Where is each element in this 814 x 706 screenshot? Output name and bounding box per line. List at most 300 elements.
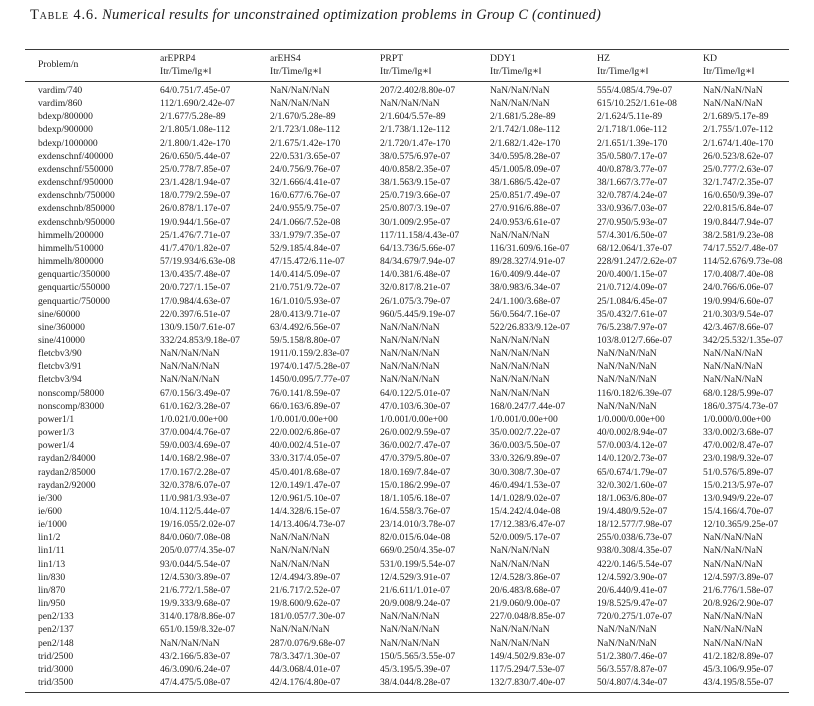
table-row xyxy=(25,110,789,123)
table-row xyxy=(25,229,789,242)
result-cell: NaN/NaN/NaN xyxy=(703,558,763,570)
problem-cell: himmelh/200000 xyxy=(38,229,104,241)
problem-cell: sine/360000 xyxy=(38,321,85,333)
result-cell: NaN/NaN/NaN xyxy=(490,98,550,110)
result-cell: 116/31.609/6.16e-07 xyxy=(490,242,570,254)
result-cell: 21/6.611/1.01e-07 xyxy=(380,584,450,596)
result-cell: 1/0.021/0.00e+00 xyxy=(160,413,228,425)
result-cell: NaN/NaN/NaN xyxy=(597,348,657,360)
result-cell: NaN/NaN/NaN xyxy=(380,98,440,110)
result-cell: 2/1.651/1.39e-170 xyxy=(597,137,668,149)
result-cell: 117/11.158/4.43e-07 xyxy=(380,229,460,241)
result-cell: 18/12.577/7.98e-07 xyxy=(597,519,673,531)
result-cell: 422/0.146/5.54e-07 xyxy=(597,558,673,570)
result-cell: NaN/NaN/NaN xyxy=(270,558,330,570)
result-cell: 21/6.776/1.58e-07 xyxy=(703,584,774,596)
result-cell: 38/4.044/8.28e-07 xyxy=(380,676,490,693)
result-cell: 12/4.530/3.89e-07 xyxy=(160,571,231,583)
result-cell: NaN/NaN/NaN xyxy=(380,374,440,386)
result-cell: 45/3.106/9.95e-07 xyxy=(703,663,774,675)
problem-cell: bdexp/900000 xyxy=(38,124,93,136)
problem-cell: lin/830 xyxy=(38,571,66,583)
metric-label: Itr/Time/‖g∗‖ xyxy=(270,65,322,77)
result-cell: 20/8.926/2.90e-07 xyxy=(703,598,774,610)
result-cell: 32/0.302/1.60e-07 xyxy=(597,479,668,491)
result-cell: 2/1.738/1.12e-112 xyxy=(380,124,450,136)
table-caption-text: Numerical results for unconstrained optimization problems in Group C (continued) xyxy=(102,7,602,23)
result-cell: 33/0.936/7.03e-07 xyxy=(597,203,668,215)
result-cell: 24/0.766/6.06e-07 xyxy=(703,282,774,294)
result-cell: NaN/NaN/NaN xyxy=(380,348,440,360)
table-row xyxy=(25,650,789,663)
result-cell: 25/1.084/6.45e-07 xyxy=(597,295,668,307)
result-cell: 14/0.414/5.09e-07 xyxy=(270,269,341,281)
table-row xyxy=(25,558,789,571)
result-cell: 21/6.772/1.58e-07 xyxy=(160,584,231,596)
result-cell: 25/1.476/7.71e-07 xyxy=(160,229,231,241)
result-cell: 45/3.195/5.39e-07 xyxy=(380,663,451,675)
result-cell: 21/0.751/9.72e-07 xyxy=(270,282,341,294)
result-cell: 1974/0.147/5.28e-07 xyxy=(270,361,350,373)
result-cell: 22/0.397/6.51e-07 xyxy=(160,308,231,320)
table-row xyxy=(25,281,789,294)
result-cell: NaN/NaN/NaN xyxy=(703,85,763,96)
method-column-header xyxy=(270,50,380,82)
result-cell: 18/1.063/6.80e-07 xyxy=(597,492,668,504)
result-cell: 65/0.674/1.79e-07 xyxy=(597,466,668,478)
problem-cell: bdexp/800000 xyxy=(38,111,93,123)
method-column-header xyxy=(703,50,789,82)
method-column-header xyxy=(597,50,703,82)
table-caption xyxy=(30,7,790,24)
results-table xyxy=(25,49,789,693)
result-cell: 38/1.563/9.15e-07 xyxy=(380,177,451,189)
result-cell: 117/5.294/7.53e-07 xyxy=(490,663,565,675)
result-cell: 938/0.308/4.35e-07 xyxy=(597,545,673,557)
problem-cell: himmelh/510000 xyxy=(38,242,104,254)
result-cell: 33/0.326/9.89e-07 xyxy=(490,453,561,465)
result-cell: 149/4.502/9.83e-07 xyxy=(490,650,566,662)
result-cell: 40/0.878/3.77e-07 xyxy=(597,163,668,175)
table-row xyxy=(25,413,789,426)
result-cell: 57/4.301/6.50e-07 xyxy=(597,229,668,241)
result-cell: 22/0.002/6.86e-07 xyxy=(270,427,341,439)
problem-cell: exdenschnb/850000 xyxy=(38,203,115,215)
result-cell: 1/0.000/0.00e+00 xyxy=(597,413,665,425)
table-row xyxy=(25,255,789,268)
result-cell: 40/0.002/8.94e-07 xyxy=(597,427,668,439)
result-cell: 227/0.048/8.85e-07 xyxy=(490,611,566,623)
result-cell: NaN/NaN/NaN xyxy=(490,545,550,557)
metric-label: Itr/Time/‖g∗‖ xyxy=(160,65,212,77)
method-name: DDY1 xyxy=(490,53,516,64)
result-cell: 42/3.467/8.66e-07 xyxy=(703,321,774,333)
result-cell: 25/0.851/7.49e-07 xyxy=(490,190,561,202)
result-cell: NaN/NaN/NaN xyxy=(380,624,440,636)
method-name: KD xyxy=(703,53,717,64)
result-cell: 23/14.010/3.78e-07 xyxy=(380,519,456,531)
problem-cell: genquartic/350000 xyxy=(38,269,110,281)
table-row xyxy=(25,400,789,413)
table-row xyxy=(25,295,789,308)
result-cell: 23/0.198/9.32e-07 xyxy=(703,453,774,465)
result-cell: 17/12.383/6.47e-07 xyxy=(490,519,566,531)
result-cell: 22/0.531/3.65e-07 xyxy=(270,150,341,162)
metric-label: Itr/Time/‖g∗‖ xyxy=(597,65,649,77)
result-cell: 30/0.308/7.30e-07 xyxy=(490,466,561,478)
result-cell: 32/0.787/4.24e-07 xyxy=(597,190,668,202)
result-cell: 2/1.805/1.08e-112 xyxy=(160,124,230,136)
result-cell: 12/0.961/5.10e-07 xyxy=(270,492,341,504)
table-row xyxy=(25,531,789,544)
result-cell: 720/0.275/1.07e-07 xyxy=(597,611,673,623)
result-cell: NaN/NaN/NaN xyxy=(490,334,550,346)
problem-cell: genquartic/550000 xyxy=(38,282,110,294)
result-cell: NaN/NaN/NaN xyxy=(703,348,763,360)
method-name: arEHS4 xyxy=(270,53,301,64)
result-cell: 2/1.689/5.17e-89 xyxy=(703,111,769,123)
result-cell: 56/0.564/7.16e-07 xyxy=(490,308,561,320)
result-cell: NaN/NaN/NaN xyxy=(703,532,763,544)
table-row xyxy=(25,189,789,202)
result-cell: 40/0.002/4.51e-07 xyxy=(270,440,341,452)
header-row xyxy=(25,50,789,82)
result-cell: 651/0.159/8.32e-07 xyxy=(160,624,236,636)
problem-cell: power1/1 xyxy=(38,413,75,425)
result-cell: 17/0.167/2.28e-07 xyxy=(160,466,231,478)
result-cell: NaN/NaN/NaN xyxy=(380,637,440,649)
result-cell: 20/0.400/1.15e-07 xyxy=(597,269,668,281)
result-cell: 19/16.055/2.02e-07 xyxy=(160,519,236,531)
table-row xyxy=(25,426,789,439)
result-cell: 56/3.557/8.87e-07 xyxy=(597,663,668,675)
result-cell: NaN/NaN/NaN xyxy=(160,361,220,373)
table-row xyxy=(25,387,789,400)
result-cell: NaN/NaN/NaN xyxy=(597,400,657,412)
result-cell: 15/4.242/4.04e-08 xyxy=(490,506,561,517)
result-cell: NaN/NaN/NaN xyxy=(490,637,550,649)
result-cell: 522/26.833/9.12e-07 xyxy=(490,321,570,333)
problem-cell: power1/3 xyxy=(38,427,75,439)
result-cell: 57/0.003/4.12e-07 xyxy=(597,440,668,452)
result-cell: 16/4.558/3.76e-07 xyxy=(380,506,451,517)
result-cell: NaN/NaN/NaN xyxy=(490,558,550,570)
result-cell: 15/0.213/5.97e-07 xyxy=(703,479,774,491)
result-cell: 314/0.178/8.86e-07 xyxy=(160,611,236,623)
result-cell: 66/0.163/6.89e-07 xyxy=(270,400,341,412)
result-cell: 15/0.186/2.99e-07 xyxy=(380,479,451,491)
result-cell: 78/3.347/1.30e-07 xyxy=(270,650,341,662)
problem-cell: trid/3000 xyxy=(38,663,74,675)
result-cell: 76/5.238/7.97e-07 xyxy=(597,321,668,333)
problem-cell: lin/950 xyxy=(38,598,66,610)
problem-cell: nonscomp/83000 xyxy=(38,400,105,412)
problem-cell: fletcbv3/91 xyxy=(38,361,82,373)
table-row xyxy=(25,150,789,163)
result-cell: 16/0.677/6.76e-07 xyxy=(270,190,341,202)
result-cell: 43/4.195/8.55e-07 xyxy=(703,676,789,693)
problem-cell: vardim/740 xyxy=(38,85,83,96)
table-row xyxy=(25,163,789,176)
result-cell: 112/1.690/2.42e-07 xyxy=(160,98,235,110)
table-row xyxy=(25,544,789,557)
table-row xyxy=(25,216,789,229)
result-cell: 150/5.565/3.55e-07 xyxy=(380,650,456,662)
problem-cell: pen2/148 xyxy=(38,637,74,649)
result-cell: 42/4.176/4.80e-07 xyxy=(270,676,380,693)
result-cell: 12/10.365/9.25e-07 xyxy=(703,519,779,531)
result-cell: 47/0.379/5.80e-07 xyxy=(380,453,451,465)
result-cell: 51/0.576/5.89e-07 xyxy=(703,466,774,478)
result-cell: 1/0.001/0.00e+00 xyxy=(490,413,558,425)
result-cell: 59/0.003/4.69e-07 xyxy=(160,440,231,452)
table-row xyxy=(25,637,789,650)
problem-cell: lin/870 xyxy=(38,584,66,596)
result-cell: 21/6.717/2.52e-07 xyxy=(270,584,341,596)
result-cell: 32/0.817/8.21e-07 xyxy=(380,282,451,294)
problem-cell: himmelh/800000 xyxy=(38,256,104,268)
result-cell: 2/1.723/1.08e-112 xyxy=(270,124,340,136)
result-cell: 103/8.012/7.66e-07 xyxy=(597,334,673,346)
result-cell: 35/0.432/7.61e-07 xyxy=(597,308,668,320)
result-cell: NaN/NaN/NaN xyxy=(270,85,330,96)
result-cell: 46/0.494/1.53e-07 xyxy=(490,479,561,491)
result-cell: 84/0.060/7.08e-08 xyxy=(160,532,231,544)
result-cell: 21/0.712/4.09e-07 xyxy=(597,282,668,294)
result-cell: 19/0.944/1.56e-07 xyxy=(160,216,231,228)
result-cell: 12/4.592/3.90e-07 xyxy=(597,571,668,583)
table-row xyxy=(25,202,789,215)
problem-cell: exdenschnb/950000 xyxy=(38,216,115,228)
table-row xyxy=(25,321,789,334)
result-cell: NaN/NaN/NaN xyxy=(380,321,440,333)
problem-cell: raydan2/85000 xyxy=(38,466,96,478)
result-cell: 669/0.250/4.35e-07 xyxy=(380,545,456,557)
result-cell: NaN/NaN/NaN xyxy=(597,624,657,636)
result-cell: 82/0.015/6.04e-08 xyxy=(380,532,451,544)
result-cell: 19/0.994/6.60e-07 xyxy=(703,295,774,307)
result-cell: 14/0.168/2.98e-07 xyxy=(160,453,231,465)
result-cell: 38/1.686/5.42e-07 xyxy=(490,177,561,189)
method-name: PRPT xyxy=(380,53,404,64)
result-cell: 47/4.475/5.08e-07 xyxy=(160,676,270,693)
result-cell: 2/1.681/5.28e-89 xyxy=(490,111,556,123)
result-cell: 64/13.736/5.66e-07 xyxy=(380,242,456,254)
result-cell: 10/4.112/5.44e-07 xyxy=(160,506,230,517)
result-cell: 43/2.166/5.83e-07 xyxy=(160,650,231,662)
result-cell: 20/6.440/9.41e-07 xyxy=(597,584,668,596)
result-cell: 555/4.085/4.79e-07 xyxy=(597,85,673,96)
table-row xyxy=(25,334,789,347)
result-cell: 38/0.983/6.34e-07 xyxy=(490,282,561,294)
result-cell: NaN/NaN/NaN xyxy=(490,374,550,386)
result-cell: 18/0.169/7.84e-07 xyxy=(380,466,451,478)
result-cell: NaN/NaN/NaN xyxy=(380,611,440,623)
result-cell: NaN/NaN/NaN xyxy=(597,374,657,386)
result-cell: 25/0.778/7.85e-07 xyxy=(160,163,231,175)
result-cell: NaN/NaN/NaN xyxy=(703,611,763,623)
table-row xyxy=(25,571,789,584)
result-cell: 24/1.100/3.68e-07 xyxy=(490,295,561,307)
result-cell: 36/0.002/7.47e-07 xyxy=(380,440,451,452)
result-cell: NaN/NaN/NaN xyxy=(490,348,550,360)
result-cell: 19/8.525/9.47e-07 xyxy=(597,598,668,610)
result-cell: 14/1.028/9.02e-07 xyxy=(490,492,561,504)
method-column-header xyxy=(160,50,270,82)
result-cell: 2/1.800/1.42e-170 xyxy=(160,137,231,149)
result-cell: 228/91.247/2.62e-07 xyxy=(597,256,677,268)
result-cell: 67/0.156/3.49e-07 xyxy=(160,387,231,399)
table-row xyxy=(25,518,789,531)
table-row xyxy=(25,82,789,98)
result-cell: 116/0.182/6.39e-07 xyxy=(597,387,672,399)
result-cell: 20/6.483/8.68e-07 xyxy=(490,584,561,596)
result-cell: 186/0.375/4.73e-07 xyxy=(703,400,779,412)
result-cell: 25/0.807/3.19e-07 xyxy=(380,203,451,215)
table-row xyxy=(25,466,789,479)
result-cell: 33/1.979/7.35e-07 xyxy=(270,229,341,241)
result-cell: 76/0.141/8.59e-07 xyxy=(270,387,341,399)
result-cell: NaN/NaN/NaN xyxy=(270,532,330,544)
problem-cell: pen2/133 xyxy=(38,611,74,623)
table-row xyxy=(25,597,789,610)
result-cell: 17/0.408/7.40e-08 xyxy=(703,269,774,281)
result-cell: 93/0.044/5.54e-07 xyxy=(160,558,231,570)
table-row xyxy=(25,663,789,676)
metric-label: Itr/Time/‖g∗‖ xyxy=(490,65,542,77)
result-cell: 59/5.158/8.80e-07 xyxy=(270,334,341,346)
table-row xyxy=(25,584,789,597)
problem-cell: lin1/13 xyxy=(38,558,66,570)
problem-cell: genquartic/750000 xyxy=(38,295,110,307)
table-row xyxy=(25,452,789,465)
result-cell: NaN/NaN/NaN xyxy=(703,637,763,649)
problem-cell: fletcbv3/94 xyxy=(38,374,82,386)
result-cell: 57/19.934/6.63e-08 xyxy=(160,256,236,268)
result-cell: 61/0.162/3.28e-07 xyxy=(160,400,231,412)
table-row xyxy=(25,373,789,386)
result-cell: 18/1.105/6.18e-07 xyxy=(380,492,451,504)
result-cell: 2/1.742/1.08e-112 xyxy=(490,124,560,136)
result-cell: 287/0.076/9.68e-07 xyxy=(270,637,346,649)
result-cell: 51/2.380/7.46e-07 xyxy=(597,650,668,662)
result-cell: 32/0.378/6.07e-07 xyxy=(160,479,231,491)
result-cell: 2/1.677/5.28e-89 xyxy=(160,111,226,123)
table-row xyxy=(25,268,789,281)
result-cell: 19/8.600/9.62e-07 xyxy=(270,598,341,610)
result-cell: 13/0.435/7.48e-07 xyxy=(160,269,231,281)
table-body xyxy=(25,82,789,693)
result-cell: 35/0.002/7.22e-07 xyxy=(490,427,561,439)
result-cell: 14/4.328/6.15e-07 xyxy=(270,506,341,517)
result-cell: NaN/NaN/NaN xyxy=(703,361,763,373)
result-cell: NaN/NaN/NaN xyxy=(270,624,330,636)
method-column-header xyxy=(380,50,490,82)
result-cell: 35/0.580/7.17e-07 xyxy=(597,150,668,162)
problem-cell: nonscomp/58000 xyxy=(38,387,105,399)
result-cell: 332/24.853/9.18e-07 xyxy=(160,334,240,346)
result-cell: 84/34.679/7.94e-07 xyxy=(380,256,456,268)
result-cell: 16/1.010/5.93e-07 xyxy=(270,295,341,307)
result-cell: 38/0.575/6.97e-07 xyxy=(380,150,451,162)
result-cell: 25/0.777/2.63e-07 xyxy=(703,163,774,175)
result-cell: 63/4.492/6.56e-07 xyxy=(270,321,341,333)
result-cell: 38/2.581/9.23e-08 xyxy=(703,229,774,241)
result-cell: 20/9.008/9.24e-07 xyxy=(380,598,451,610)
problem-cell: trid/2500 xyxy=(38,650,74,662)
table-row xyxy=(25,439,789,452)
result-cell: 255/0.038/6.73e-07 xyxy=(597,532,673,544)
problem-column-header: Problem/n xyxy=(25,50,160,82)
method-name: HZ xyxy=(597,53,610,64)
result-cell: 33/0.317/4.05e-07 xyxy=(270,453,341,465)
result-cell: 205/0.077/4.35e-07 xyxy=(160,545,236,557)
result-cell: 2/1.624/5.11e-89 xyxy=(597,111,663,123)
problem-cell: lin1/11 xyxy=(38,545,65,557)
result-cell: NaN/NaN/NaN xyxy=(703,374,763,386)
table-row xyxy=(25,242,789,255)
result-cell: 342/25.532/1.35e-07 xyxy=(703,334,783,346)
result-cell: 27/0.950/5.93e-07 xyxy=(597,216,668,228)
result-cell: 32/1.747/2.35e-07 xyxy=(703,177,774,189)
result-cell: 24/0.756/9.76e-07 xyxy=(270,163,341,175)
problem-cell: ie/300 xyxy=(38,492,62,504)
result-cell: 14/13.406/4.73e-07 xyxy=(270,519,346,531)
result-cell: NaN/NaN/NaN xyxy=(703,624,763,636)
result-cell: NaN/NaN/NaN xyxy=(703,98,763,110)
result-cell: 89/28.327/4.91e-07 xyxy=(490,256,566,268)
problem-cell: exdenschnb/750000 xyxy=(38,190,115,202)
result-cell: 2/1.675/1.42e-170 xyxy=(270,137,341,149)
problem-cell: exdenschnf/550000 xyxy=(38,163,114,175)
result-cell: NaN/NaN/NaN xyxy=(490,361,550,373)
result-cell: NaN/NaN/NaN xyxy=(160,348,220,360)
result-cell: 33/0.002/3.68e-07 xyxy=(703,427,774,439)
result-cell: 1911/0.159/2.83e-07 xyxy=(270,348,350,360)
result-cell: 36/0.003/5.50e-07 xyxy=(490,440,561,452)
result-cell: NaN/NaN/NaN xyxy=(490,85,550,96)
result-cell: 19/9.333/9.68e-07 xyxy=(160,598,231,610)
result-cell: 64/0.751/7.45e-07 xyxy=(160,85,231,96)
result-cell: 25/0.719/3.66e-07 xyxy=(380,190,451,202)
result-cell: NaN/NaN/NaN xyxy=(380,334,440,346)
problem-cell: ie/1000 xyxy=(38,519,67,531)
result-cell: 26/0.878/1.17e-07 xyxy=(160,203,231,215)
table-row xyxy=(25,479,789,492)
result-cell: 18/0.779/2.59e-07 xyxy=(160,190,231,202)
result-cell: NaN/NaN/NaN xyxy=(490,387,550,399)
problem-cell: trid/3500 xyxy=(25,676,160,693)
problem-cell: exdenschnf/400000 xyxy=(38,150,114,162)
result-cell: 15/4.166/4.70e-07 xyxy=(703,506,774,517)
result-cell: 30/1.009/2.95e-07 xyxy=(380,216,451,228)
result-cell: 14/0.381/6.48e-07 xyxy=(380,269,451,281)
table-row xyxy=(25,505,789,518)
result-cell: 14/0.120/2.73e-07 xyxy=(597,453,668,465)
result-cell: NaN/NaN/NaN xyxy=(380,361,440,373)
result-cell: 16/0.409/9.44e-07 xyxy=(490,269,561,281)
problem-cell: bdexp/1000000 xyxy=(38,137,98,149)
result-cell: 24/1.066/7.52e-08 xyxy=(270,216,341,228)
problem-cell: sine/60000 xyxy=(38,308,81,320)
result-cell: 20/0.727/1.15e-07 xyxy=(160,282,231,294)
result-cell: 50/4.807/4.34e-07 xyxy=(597,676,703,693)
result-cell: 960/5.445/9.19e-07 xyxy=(380,308,456,320)
result-cell: 38/1.667/3.77e-07 xyxy=(597,177,668,189)
problem-cell: ie/600 xyxy=(38,506,62,517)
result-cell: 52/0.009/5.17e-07 xyxy=(490,532,561,544)
result-cell: 21/0.303/9.54e-07 xyxy=(703,308,774,320)
